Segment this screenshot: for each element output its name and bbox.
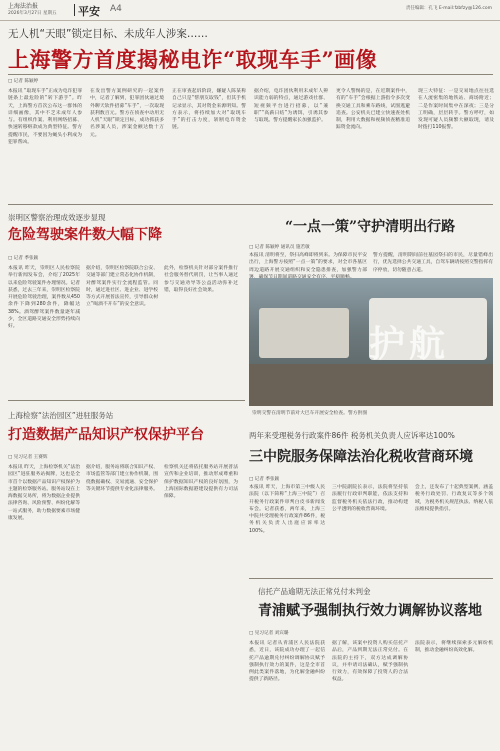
section-name: 平安 xyxy=(78,5,100,18)
article-a-headline: 危险驾驶案件数大幅下降 xyxy=(8,227,162,243)
article-d-column-3: 检察机关还将依托服务站开展普法宣传和企业培训，推动形成尊重和保护数据知识产权的良好氛围，为上海国际数据港建设提供有力司法保障。 xyxy=(164,465,238,500)
lead-column-4: 据介绍，电诈团伙利用未成年人辨识能力弱的特点，通过游戏社群、短视频平台进行招募，以“兼职”“高薪日结”为诱饵，引诱其参与取现。警方提醒家长加强监护。 xyxy=(254,89,328,124)
article-d-column-2: 据介绍，服务站将联合知识产权、市场监管等部门建立协作机制，围绕数据确权、交易流通、安全保护等关键环节提供专业化法律服务。 xyxy=(86,465,158,492)
article-a-byline: □ 记者 季张颖 xyxy=(8,256,39,261)
lead-kicker: 无人机“天眼”锁定目标、未成年人涉案…… xyxy=(8,28,208,40)
photo-ground xyxy=(249,364,493,406)
article-a-column-3: 此外，检察机关针对部分案件推行社会服务替代刑罚，让当事人通过参与交通劝导等公益活动弥补过错，取得良好社会效果。 xyxy=(164,266,238,293)
lead-column-6: 现三大特征：一是交易地点往往选在人流密集的地铁站、商场附近；二是作案时间集中在深夜；三是分工明确，层层转手。警方呼吁，如发现可疑人员频繁大额取现，请及时拨打110报警。 xyxy=(418,89,494,131)
article-a-kicker: 崇明区警察治理成效逐步显现 xyxy=(8,213,106,222)
watermark-text: 护航 xyxy=(369,323,450,365)
article-c-kicker: 两年来受理税务行政案件86件 税务机关负责人应诉率达100% xyxy=(249,431,455,440)
article-d-column-1: 本报讯 昨天，上海检察机关“法治园区”进驻服务站揭牌，这也是全市首个以数据产品知识产权保护为主题的检察服务站。服务站设在上海数据交易所，将为数据企业提供法律咨询、风险预警、纠纷化解等一站式服务，助力数据要素市场健康发展。 xyxy=(8,465,80,522)
article-e-kicker: 信托产品逾期无法正常兑付未判金 xyxy=(258,587,371,596)
lead-column-5: 更令人警惕的是，在近期案件中，有的“车手”会根据上游指令多次变换交通工具和乘车路线，试图逃避追查。公安机关已建立快速查处机制，利用大数据和视频侦查精准追踪资金流向。 xyxy=(336,89,410,131)
photo-caption: 崇明交警在清明节前对大巴车开展安全检查。警方供图 xyxy=(252,411,368,416)
article-e-column-1: 本报讯 记者从青浦区人民法院获悉，近日，该院成功办理了一起信托产品逾期兑付纠纷调解协议赋予强制执行效力的案件，这是全市首例此类案件落地，为化解金融纠纷提供了新路径。 xyxy=(249,641,325,683)
article-b-column-1: 本报讯 清明将至，祭扫高峰即将到来。为保障市民平安出行，上海警方按照“一点一策”的要求，对全市各墓区周边道路开展交通组织和安全隐患排查，加强警力部 xyxy=(249,253,367,273)
lead-column-3: 正在审查起诉阶段，嫌疑人陈某称自己只是“帮朋友取钱”，但其手机记录显示，其对资金来源明知。警方表示，将持续加大对“取现车手”的打击力度，斩断电诈资金链。 xyxy=(172,89,246,131)
article-c-byline: □ 记者 季张颖 xyxy=(249,477,280,482)
article-b-column-2: 警方提醒，清明期间前往墓园祭扫的市民，尽量错峰出行，优先选择公共交通工具，自驾车辆请按照交警指挥有序停放，切勿随意占道。 xyxy=(373,253,493,273)
article-a-column-1: 本报讯 昨天，崇明区人民检察院举行新闻发布会，介绍了2025年以来危险驾驶案件办理情况。记者获悉，过去三年来，崇明区检察院开展危险驾驶治理，案件数从450余件下降到280余件，降幅达38%。酒驾醉驾案件数量逐年减少，全区道路交通安全形势持续向好。 xyxy=(8,266,80,330)
article-a-column-2: 据介绍，崇明区检察院联合公安、交通等部门建立常态化协作机制，对醉驾案件实行全流程监管。同时，通过进社区、进企业、进学校等方式开展普法宣传，引导群众树立“喝酒不开车”的安全意识。 xyxy=(86,266,158,308)
page-header xyxy=(0,0,500,21)
article-d-kicker: 上海检察“法治园区”进驻服务站 xyxy=(8,411,114,420)
section-rule-1 xyxy=(8,204,493,205)
lead-headline: 上海警方首度揭秘电诈“取现车手”画像 xyxy=(8,47,378,72)
page-number: A4 xyxy=(110,4,122,14)
article-e-byline: □ 见习记者 刘宾璐 xyxy=(249,631,289,636)
lead-column-1: 本报讯 “取现车手”正成为电诈犯罪链条上最危险的“转下游手”。昨天，上海警方首次公布这一群体的详细画像，其中不乏未成年人参与。有组织作案、利用网络招募、快速转移赃款成为典型特征。警方提醒市民，不要因为蝇头小利成为犯罪帮凶。 xyxy=(8,89,82,146)
article-c-headline: 三中院服务保障法治化税收营商环境 xyxy=(249,449,473,465)
newspaper-logo: 上海法治报 xyxy=(8,3,39,10)
header-divider xyxy=(74,4,75,16)
article-b-byline: □ 记者 陈颖婷 通讯员 施若敏 xyxy=(249,245,310,250)
photo-bus-left xyxy=(259,308,349,358)
article-e-column-3: 法院表示，将继续探索多元解纷机制，推动金融纠纷高效化解。 xyxy=(415,641,493,654)
article-d-headline: 打造数据产品知识产权保护平台 xyxy=(8,427,204,443)
section-rule-3 xyxy=(249,578,493,579)
news-photo xyxy=(249,278,493,406)
section-rule-2 xyxy=(8,400,245,401)
article-c-column-1: 本报讯 昨天，上海市第三中级人民法院（以下简称“上海三中院”）召开税务行政案件审判白皮书新闻发布会。记者获悉，两年来，上海三中院共受理税务行政案件86件，税务机关负责人出庭应诉率达100%。 xyxy=(249,485,325,534)
issue-date: 2026年3月27日 星期五 xyxy=(8,11,57,16)
lead-rule xyxy=(8,74,493,75)
article-c-column-2: 三中院副院长表示，法院将坚持依法履行行政审判职能，依法支持和监督税务机关依法行政，推动构建公平透明的税收营商环境。 xyxy=(332,485,408,512)
article-b-headline: “一点一策”守护清明出行路 xyxy=(285,219,456,235)
lead-column-2: 在发出警方案例研究的一起案件中，记者了解到，犯罪团伙通过境外聊天软件招募“车手”，一次取现获利数百元。警方在侦查中动用无人机“天眼”锁定目标，成功抓获多名涉案人员，涉案金额达数十万元。 xyxy=(90,89,164,138)
article-e-headline: 青浦赋予强制执行效力调解协议落地 xyxy=(258,603,482,619)
lead-byline: □ 记者 陈颖婷 xyxy=(8,79,39,84)
editor-info: 责任编辑：孔飞 E-mail:fzbfzy@126.com xyxy=(405,6,492,11)
article-e-column-2: 据了解，该案中投资人购买信托产品后，产品到期无法正常兑付。在法院的主持下，双方达成调解协议，并申请司法确认，赋予强制执行效力，有效保障了投资人的合法权益。 xyxy=(332,641,408,683)
article-c-column-3: 会上，还发布了十起典型案例，涵盖税务行政处罚、行政复议等多个领域，为税务机关规范执法、纳税人依法维权提供指引。 xyxy=(415,485,493,512)
article-d-byline: □ 见习记者 王赛辉 xyxy=(8,455,48,460)
